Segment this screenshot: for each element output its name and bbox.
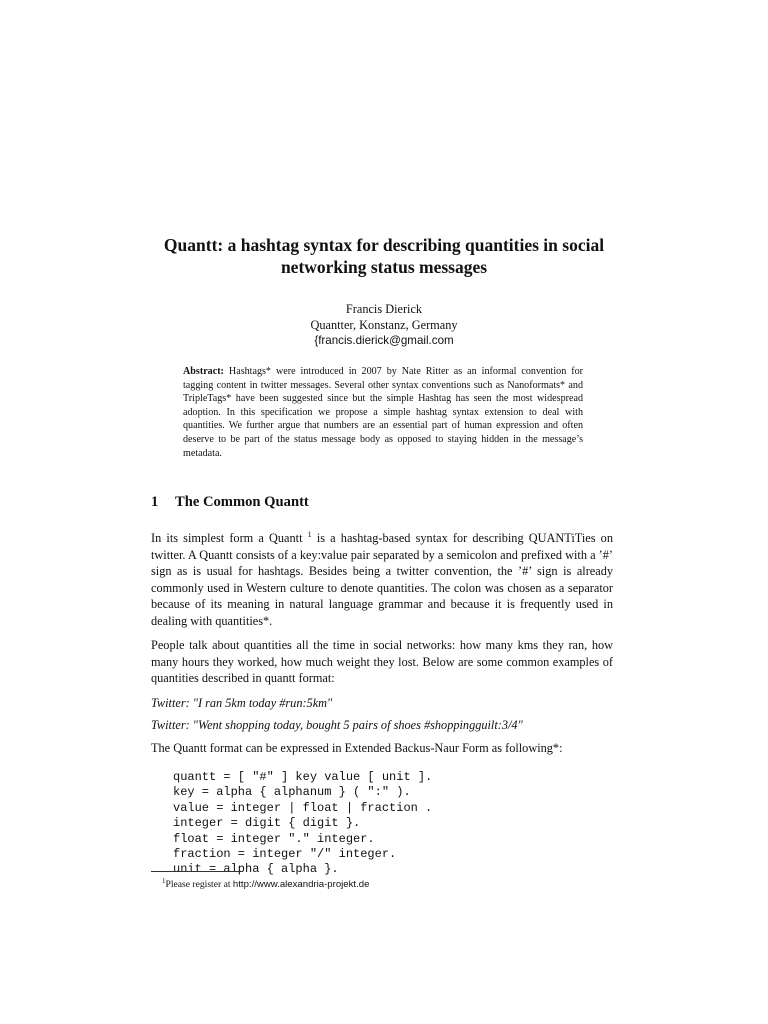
author-email: {francis.dierick@gmail.com	[314, 334, 454, 347]
abstract-label: Abstract:	[183, 366, 224, 377]
author-name: Francis Dierick	[345, 302, 423, 316]
footnote-divider	[151, 871, 241, 872]
footnote-mark: 1	[162, 877, 166, 885]
paragraph-2: People talk about quantities all the time in social networks: how many kms they ran, how many hours they worked, how much weight they lost. Below are some common examples of quantities described in quantt format:	[151, 638, 613, 685]
grammar-line: integer = digit { digit }.	[173, 816, 361, 831]
section-heading	[151, 492, 621, 512]
grammar-line: key = alpha { alphanum } ( ":" ).	[173, 785, 411, 800]
grammar-line: fraction = integer "/" integer.	[173, 847, 397, 862]
grammar-line: unit = alpha { alpha }.	[173, 862, 339, 877]
example-2: Twitter: "Went shopping today, bought 5 pairs of shoes #shoppingguilt:3/4"	[151, 718, 523, 732]
section-body	[151, 530, 613, 878]
paragraph-1-start: In its simplest form a Quantt	[151, 531, 308, 545]
grammar-line: value = integer | float | fraction .	[173, 800, 433, 815]
grammar-line: quantt = [ "#" ] key value [ unit ].	[173, 770, 433, 784]
author-affiliation: Quantter, Konstanz, Germany	[310, 318, 458, 332]
author-block	[240, 301, 528, 349]
abstract-text: Hashtags* were introduced in 2007 by Nate Ritter as an informal convention for tagging content in twitter messages. Several other syntax conventions such as Nanoformats* and TripleTags* have been suggested since but the simple Hashtag has seen the most widespread adoption. In this specification we propose a simple hashtag syntax extension to deal with quantities. We further argue that numbers are an essential part of human expression and often deserve to be part of the status message body as opposed to staying hidden in the message’s metadata.	[183, 366, 583, 459]
paragraph-1	[151, 530, 613, 629]
paragraph-3: The Quantt format can be expressed in Extended Backus-Naur Form as following*:	[151, 740, 563, 755]
paper-title	[140, 234, 628, 278]
footnote-link[interactable]: http://www.alexandria-projekt.de	[232, 879, 370, 891]
abstract	[183, 365, 583, 460]
section-title: The Common Quantt	[175, 494, 309, 510]
ebnf-grammar	[173, 770, 613, 878]
example-1: Twitter: "I ran 5km today #run:5km"	[151, 695, 333, 710]
title-line-2: networking status messages	[280, 257, 488, 277]
footnote	[162, 875, 612, 891]
footnote-reference: 1	[307, 529, 312, 539]
footnote-text: Please register at	[165, 879, 233, 891]
grammar-line: float = integer "." integer.	[173, 831, 375, 846]
paragraph-1-rest: is a hashtag-based syntax for describing QUANTiTies on twitter. A Quantt consists of a key:value pair separated by a semicolon and prefixed with a ’#’ sign as is usual for hashtags. Besides being a twitter convention, the ’#’ sign is already commonly used in Western culture to denote quantities. The colon was chosen as a separator because of its meaning in natural language grammar and because it is frequently used in dealing with quantities*.	[151, 531, 613, 628]
section-number: 1	[151, 494, 159, 510]
title-line-1: Quantt: a hashtag syntax for describing quantities in social	[163, 235, 605, 255]
